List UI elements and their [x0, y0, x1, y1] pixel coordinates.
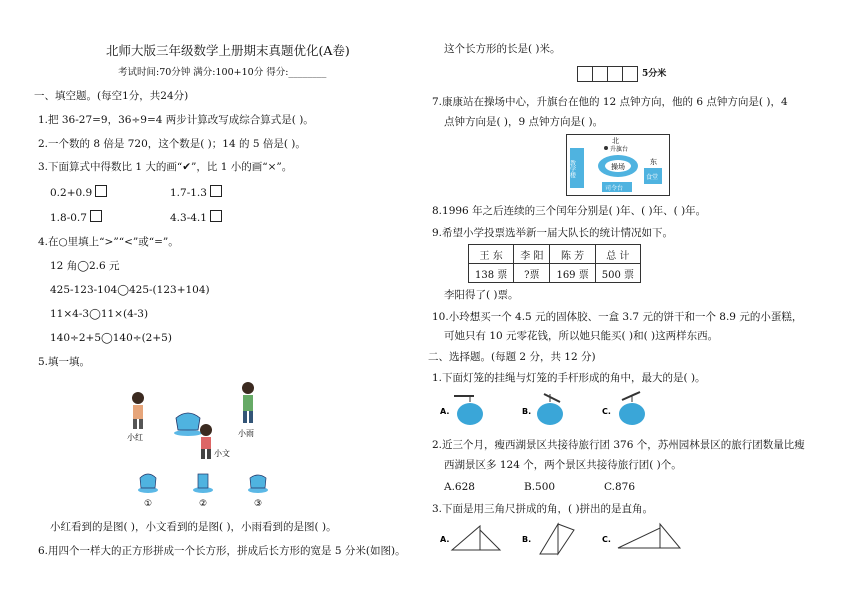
- choice-2-option-a[interactable]: A.628: [444, 481, 475, 493]
- label-xiaoyu: 小雨: [238, 429, 254, 438]
- view-1-icon: [140, 474, 156, 488]
- q4-item-d: 140÷2+5◯140÷(2+5): [50, 332, 172, 344]
- width-label: 5分米: [642, 69, 667, 79]
- set-square-icon: [540, 524, 558, 554]
- set-square-icon: [558, 524, 574, 554]
- question-5: 5.填一填。: [38, 356, 91, 368]
- child-body-icon: [243, 395, 253, 411]
- square-tile: [592, 66, 608, 82]
- table-cell: 138 票: [469, 264, 514, 283]
- view-3-icon: [250, 475, 266, 488]
- q3-item-c: [50, 210, 102, 225]
- section-1-heading: 一、填空题。(每空1分，共24分): [34, 90, 189, 102]
- q3-expr-a: 0.2+0.9: [50, 187, 93, 199]
- question-6: 6.用四个一样大的正方形拼成一个长方形，拼成后长方形的宽是 5 分米(如图)。: [38, 545, 406, 557]
- answer-box[interactable]: [95, 185, 107, 197]
- choice-2-option-b[interactable]: B.500: [524, 481, 556, 493]
- table-cell: 169 票: [550, 264, 595, 283]
- table-cell: ?票: [514, 264, 550, 283]
- table-row: [469, 264, 641, 283]
- child-leg-icon: [207, 449, 211, 459]
- page-title: 北师大版三年级数学上册期末真题优化(A卷): [106, 43, 350, 58]
- flag-icon: [604, 146, 608, 150]
- view-2-icon: [198, 474, 208, 488]
- q3-item-d: [170, 210, 222, 225]
- option-3: ③: [254, 499, 263, 508]
- child-leg-icon: [201, 449, 205, 459]
- lantern-icon: [619, 403, 645, 425]
- q3-expr-c: 1.8-0.7: [50, 212, 87, 224]
- answer-box[interactable]: [210, 210, 222, 222]
- q4-item-b: 425-123-104◯425-(123+104): [50, 284, 210, 296]
- q3-item-b: [170, 185, 222, 200]
- question-10: 10.小玲想买一个 4.5 元的固体胶、一盒 3.7 元的饼干和一个 8.9 元的小蛋糕，: [432, 311, 803, 323]
- question-10-continued: 可她只有 10 元零花钱，所以她只能买( )和( )这两样东西。: [444, 330, 719, 342]
- question-8: 8.1996 年之后连续的三个闰年分别是( )年、( )年、( )年。: [432, 205, 707, 217]
- set-square-icon: [480, 530, 500, 550]
- lantern-option-b-label: B.: [522, 407, 532, 416]
- handle-icon: [544, 394, 560, 402]
- rectangle-of-squares: [578, 66, 638, 82]
- square-tile: [607, 66, 623, 82]
- lantern-options: [440, 390, 660, 430]
- q3-expr-b: 1.7-1.3: [170, 187, 207, 199]
- map-north: 北: [612, 137, 619, 145]
- question-5-line: 小红看到的是图( )，小文看到的是图( )，小雨看到的是图( )。: [50, 521, 337, 533]
- question-6-continued: 这个长方形的长是( )米。: [444, 43, 561, 55]
- child-leg-icon: [243, 411, 247, 423]
- square-tile: [622, 66, 638, 82]
- option-1: ①: [144, 499, 153, 508]
- campus-map: [566, 134, 670, 196]
- set-square-icon: [660, 524, 680, 548]
- unicorn-icon: [176, 413, 200, 430]
- answer-box[interactable]: [90, 210, 102, 222]
- lantern-icon: [457, 403, 483, 425]
- exam-info: 考试时间:70分钟 满分:100+10分 得分:________: [118, 67, 327, 78]
- child-head-icon: [132, 392, 144, 404]
- child-head-icon: [200, 424, 212, 436]
- choice-3: 3.下面是用三角尺拼成的角，( )拼出的是直角。: [432, 503, 654, 515]
- child-head-icon: [242, 382, 254, 394]
- table-header-cell: 王 东: [469, 245, 514, 264]
- triangle-option-a-label[interactable]: A.: [440, 535, 450, 544]
- question-7-continued: 点钟方向是( )，9 点钟方向是( )。: [444, 116, 604, 128]
- table-header-row: [469, 245, 641, 264]
- toy-base: [174, 430, 202, 436]
- table-cell: 500 票: [595, 264, 640, 283]
- lantern-option-a-label: A.: [440, 407, 450, 416]
- vote-table: [468, 244, 641, 283]
- q3-item-a: [50, 185, 107, 200]
- q3-expr-d: 4.3-4.1: [170, 212, 207, 224]
- handle-icon: [622, 392, 640, 400]
- map-teach: 教学楼: [568, 160, 576, 178]
- table-header-cell: 总 计: [595, 245, 640, 264]
- option-2: ②: [199, 499, 208, 508]
- child-leg-icon: [133, 419, 137, 429]
- child-leg-icon: [139, 419, 143, 429]
- label-xiaohong: 小红: [127, 433, 143, 442]
- choice-2-continued: 西湖景区多 124 个，两个景区共接待旅行团( )个。: [444, 459, 682, 471]
- answer-box[interactable]: [210, 185, 222, 197]
- lantern-icon: [537, 403, 563, 425]
- question-4: 4.在○里填上“>”“<”或“=”。: [38, 236, 179, 248]
- map-east: 东: [650, 158, 657, 166]
- set-square-icon: [452, 526, 480, 550]
- q5-figure: [118, 378, 288, 508]
- triangle-options: [440, 520, 700, 562]
- question-3: 3.下面算式中得数比 1 大的画“✔”，比 1 小的画“×”。: [38, 161, 293, 173]
- map-field: 操场: [611, 163, 625, 171]
- child-body-icon: [201, 437, 211, 449]
- triangle-option-b-label[interactable]: B.: [522, 535, 532, 544]
- choice-2-option-c[interactable]: C.876: [604, 481, 636, 493]
- label-xiaowen: 小文: [214, 449, 230, 458]
- question-7: 7.康康站在操场中心，升旗台在他的 12 点钟方向，他的 6 点钟方向是( )，4: [432, 96, 788, 108]
- child-leg-icon: [249, 411, 253, 423]
- q4-item-a: 12 角◯2.6 元: [50, 260, 120, 272]
- question-2: 2.一个数的 8 倍是 720，这个数是( )；14 的 5 倍是( )。: [38, 138, 306, 150]
- lantern-option-c-label: C.: [602, 407, 611, 416]
- table-header-cell: 李 阳: [514, 245, 550, 264]
- child-body-icon: [133, 405, 143, 419]
- table-header-cell: 陈 芳: [550, 245, 595, 264]
- choice-2: 2.近三个月，瘦西湖景区共接待旅行团 376 个，苏州园林景区的旅行团数量比瘦: [432, 439, 805, 451]
- square-tile: [577, 66, 593, 82]
- question-9-answer: 李阳得了( )票。: [444, 289, 519, 301]
- question-9: 9.希望小学投票选举新一届大队长的统计情况如下。: [432, 227, 674, 239]
- section-2-heading: 二、选择题。(每题 2 分，共 12 分): [428, 351, 596, 363]
- map-canteen: 食堂: [646, 174, 659, 181]
- choice-1: 1.下面灯笼的挂绳与灯笼的手杆形成的角中，最大的是( )。: [432, 372, 706, 384]
- map-flag: 升旗台: [610, 146, 629, 153]
- set-square-icon: [618, 528, 660, 548]
- q4-item-c: 11×4-3◯11×(4-3): [50, 308, 149, 320]
- map-command: 司令台: [605, 185, 624, 192]
- triangle-option-c-label[interactable]: C.: [602, 535, 611, 544]
- question-1: 1.把 36-27=9，36÷9=4 两步计算改写成综合算式是( )。: [38, 114, 314, 126]
